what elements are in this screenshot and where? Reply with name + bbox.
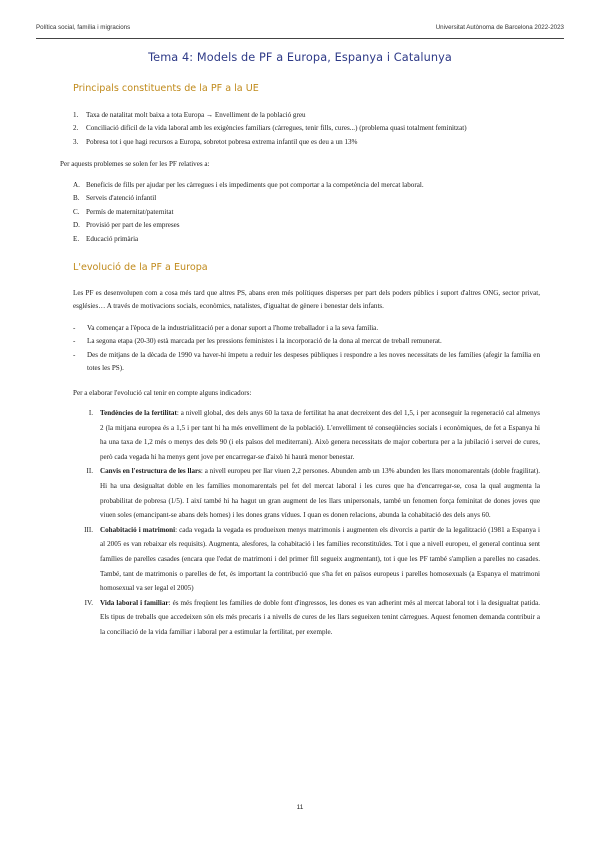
list-text: Conciliació difícil de la vida laboral amb les exigències familiars (càrregues, tenir fills, cures...) (problema quasi totalment feminitzat)	[86, 124, 467, 133]
list-item	[73, 136, 544, 149]
intro-text: Per aquests problemes se solen fer les PF relatives a:	[60, 160, 210, 168]
indicators-list	[73, 406, 540, 640]
indicator-title: Tendències de la fertilitat	[100, 409, 177, 417]
numbered-list	[73, 109, 544, 149]
list-letter: B.	[73, 194, 80, 203]
page-header	[36, 20, 564, 34]
list-text: Pobresa tot i que hagi recursos a Europa, sobretot pobresa extrema infantil que es deu a un 13%	[86, 137, 358, 146]
indicator-item	[73, 406, 540, 464]
list-text: Taxa de natalitat molt baixa a tota Europa → Envelliment de la població greu	[86, 111, 306, 119]
lettered-list	[73, 179, 544, 246]
list-item	[73, 233, 544, 246]
list-item	[73, 192, 544, 205]
dash-list	[73, 322, 540, 376]
header-university: Universitat Autònoma de Barcelona 2022-2023	[435, 24, 564, 31]
list-letter: D.	[73, 221, 80, 230]
evolution-paragraph	[73, 287, 540, 314]
indicator-item	[73, 464, 540, 522]
intro-paragraph	[60, 158, 540, 171]
section-heading-ue: Principals constituents de la PF a la UE	[73, 83, 259, 94]
header-course: Política social, família i migracions	[36, 24, 131, 31]
list-item	[73, 206, 544, 219]
section-heading-evolucio: L'evolució de la PF a Europa	[73, 262, 208, 273]
list-letter: C.	[73, 207, 80, 216]
indicator-number: I.	[88, 409, 93, 417]
list-text: Va començar a l'època de la industrialització per a donar suport a l'home treballador i a la seva família.	[87, 324, 379, 332]
list-item: - Des de mitjans de la dècada de 1990 va haver-hi ímpetu a reduir les despeses públiques i respondre a les noves necessitats de les famílies (afegir la família en totes les PS).	[73, 350, 540, 373]
list-letter: E.	[73, 234, 80, 243]
list-item: - Va començar a l'època de la industrialització per a donar suport a l'home treballador i a la seva família.	[73, 324, 379, 332]
indicator-text: : cada vegada la vegada es produeixen menys matrimonis i augmenten els divorcis a partir de la legalització (1981 a Espanya i al 2005 es van rebaixar els requisits). Augmenta, alesfores, la cohabitació i les famílies reconstituïdes. Tot i que a nivell europeu, el general continua sent famílies de parelles casades (encara que l'edat de matrimoni i del primer fill segueix augmentant), tot i que les PF també s'amplien a parelles no casades. També, tant de matrimonis o parelles de fet, és important la contribució que s'ha fet en països europeus i parelles homosexuals (a Espanya el matrimoni homosexual va ser legal el 2005)	[100, 525, 540, 593]
indicator-text: : a nivell europeu per llar viuen 2,2 persones. Abunden amb un 13% abunden les llars monomarentals (doble fragilitat). Hi ha una desigualtat doble en les famílies monomarentals pel fet del mercat laboral i les cures que ha d'encarregar-se, cosa la qual augmenta la probabilitat de pobresa (1/5). I així també hi ha hagut un gran augment de les llars unipersonals, també un fenomen força feminitat de dones joves que viuen soles (emancipant-se abans dels homes) i les dones grans vídues. I quan es donen relacions, abunda la cohabitació des dels anys 60.	[100, 467, 540, 520]
indicators-intro-text: Per a elaborar l'evolució cal tenir en compte alguns indicadors:	[73, 389, 252, 397]
list-item	[73, 122, 544, 135]
indicator-number: II.	[86, 467, 93, 476]
list-number: 2.	[73, 124, 79, 133]
indicator-number: III.	[84, 525, 93, 534]
list-text: Des de mitjans de la dècada de 1990 va haver-hi ímpetu a reduir les despeses públiques i respondre a les noves necessitats de les famílies (afegir la família en totes les PS).	[87, 350, 540, 373]
list-text: Permís de maternitat/paternitat	[86, 207, 174, 216]
indicator-text: : és més freqüent les famílies de doble font d'ingressos, les dones es van adherint més al mercat laboral tot i la desigualtat patida. Els tipus de treballs que accedeixen són els més precaris i a nivells de cures de les llars segueixen tenint càrregues. Aquest fenomen demanda contribuir a la conciliació de la vida familiar i laboral per a estimular la fertilitat, per exemple.	[100, 598, 540, 636]
list-text: Provisió per part de les empreses	[86, 221, 180, 230]
list-number: 3.	[73, 137, 79, 146]
list-text: Educació primària	[86, 234, 139, 243]
indicator-title: Canvis en l'estructura de les llars	[100, 467, 201, 476]
header-divider	[36, 38, 564, 39]
list-letter: A.	[73, 181, 80, 189]
indicators-intro	[73, 387, 540, 400]
page-number: 11	[296, 804, 304, 811]
list-item: - La segona etapa (20-30) està marcada per les pressions feministes i la incorporació de la dona al mercat de treball remunerat.	[73, 337, 442, 346]
list-number: 1.	[73, 111, 79, 119]
indicator-number: IV.	[84, 598, 93, 607]
list-text: Beneficis de fills per ajudar per les càrregues i els impediments que pot comportar a la competència del mercat laboral.	[86, 181, 424, 189]
list-item	[73, 109, 544, 122]
indicator-title: Cohabitació i matrimoni	[100, 525, 176, 534]
list-text: Serveis d'atenció infantil	[86, 194, 157, 203]
evolution-text: Les PF es desenvolupen com a cosa més tard que altres PS, abans eren més polítiques disperses per part dels poders públics i suport d'altres ONG, sector privat, esglésies… A través de motivacions socials, econòmics, natalistes, d'igualtat de gènere i benestar dels infants.	[73, 289, 540, 311]
page-title: Tema 4: Models de PF a Europa, Espanya i Catalunya	[148, 51, 452, 64]
list-item	[73, 219, 544, 232]
indicator-item	[73, 523, 540, 596]
indicator-title: Vida laboral i familiar	[100, 598, 169, 607]
indicator-text: : a nivell global, des dels anys 60 la taxa de fertilitat ha anat decreixent des del 1,5, i per aconseguir la regeneració cal almenys 2 (la mitjana europea és a 1,5 i per tant hi ha més envelliment de la població). L'envelliment té conseqüències socials i econòmiques, de fet a Espanya hi ha una taxa de 1,2 més o menys des dels 90 (i els països del mediterrani). Això genera necessitats de major cobertura per a la jubilació i servei de cures, però cada vegada hi ha menys gent jove per encarregar-se d'això hi haurà menor benestar.	[100, 409, 540, 461]
list-text: La segona etapa (20-30) està marcada per les pressions feministes i la incorporació de la dona al mercat de treball remunerat.	[87, 337, 442, 346]
indicator-item	[73, 596, 540, 640]
list-item	[73, 179, 544, 192]
